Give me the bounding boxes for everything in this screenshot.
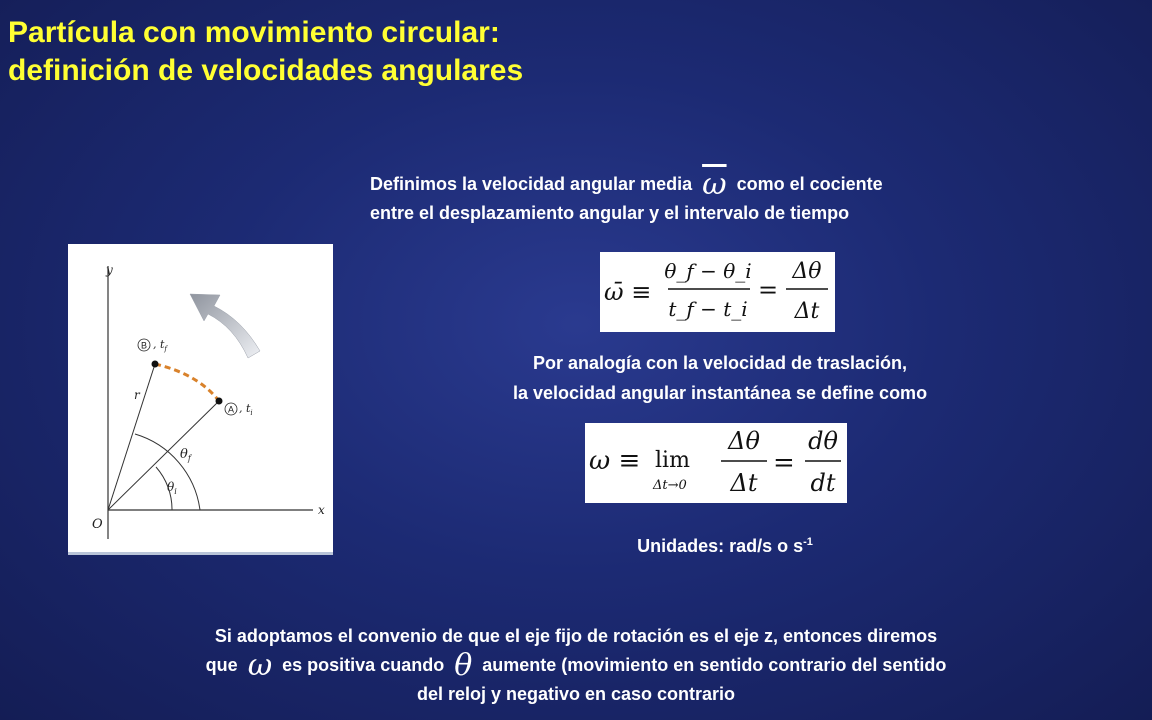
point-a-time: , $t_i$	[239, 402, 253, 417]
slide-title	[8, 14, 523, 90]
units-label	[560, 536, 890, 557]
eq2-delta-theta: Δθ	[728, 427, 760, 455]
convention-line-1: Si adoptamos el convenio de que el eje fijo de rotación es el eje z, entonces diremos	[214, 626, 938, 646]
units-text: Unidades: rad/s o s	[637, 536, 804, 556]
x-axis-label: x	[318, 503, 325, 517]
eq1-delta-theta: Δθ	[792, 259, 822, 284]
omega-symbol: ω	[247, 648, 273, 683]
theta-f-arc	[135, 434, 200, 510]
title-line-2: definición de velocidades angulares	[8, 54, 524, 87]
convention-part-c: aumente (movimiento en sentido contrario del sentido	[482, 655, 947, 675]
particle-path-arc	[155, 364, 219, 401]
units-exponent: -1	[803, 536, 813, 548]
rotation-direction-arrow	[190, 294, 260, 358]
radius-label: r	[134, 388, 140, 402]
theta-symbol: θ	[454, 648, 473, 683]
analogy-line-1: Por analogía con la velocidad de traslación,	[532, 353, 908, 373]
analogy-line-2: la velocidad angular instantánea se define como	[512, 383, 928, 403]
eq2-lhs: ω ≡	[589, 446, 641, 476]
radius-line-b	[108, 364, 155, 510]
convention-line-3: del reloj y negativo en caso contrario	[416, 684, 736, 704]
mean-angular-velocity-equation	[600, 252, 835, 332]
analogy-text	[380, 348, 1060, 408]
eq1-delta-t: Δt	[794, 299, 820, 324]
y-axis-label: y	[106, 263, 113, 277]
theta-i-label: $\theta_i$	[167, 480, 177, 496]
theta-f-label: $\theta_f$	[180, 447, 191, 463]
point-a-dot	[216, 398, 223, 405]
eq2-d-theta: dθ	[808, 427, 838, 455]
eq2-lim-sub: Δt→0	[653, 478, 687, 493]
circular-motion-diagram	[68, 244, 333, 555]
convention-line-2	[40, 648, 1112, 683]
intro-text-part1: Definimos la velocidad angular media	[370, 174, 693, 194]
intro-text-line2: entre el desplazamiento angular y el intervalo de tiempo	[370, 203, 850, 223]
eq1-lhs: ω̄ ≡	[604, 278, 652, 306]
eq1-equals: =	[758, 276, 779, 304]
omega-mean-symbol: $\overline{\omega}$	[702, 167, 727, 202]
point-b-dot	[152, 361, 159, 368]
radius-line-a	[108, 401, 219, 510]
intro-text-part2: como el cociente	[736, 174, 883, 194]
eq1-numerator: θ_f − θ_i	[664, 259, 752, 283]
title-line-1: Partícula con movimiento circular:	[8, 16, 500, 49]
origin-label: O	[92, 517, 103, 532]
eq2-equals: =	[773, 448, 795, 478]
eq2-delta-t: Δt	[730, 469, 758, 497]
instantaneous-angular-velocity-equation	[585, 423, 847, 503]
convention-part-b: es positiva cuando	[282, 655, 445, 675]
point-b-time: , $t_f$	[153, 338, 168, 353]
point-b-label: B	[140, 340, 148, 351]
eq2-dt: dt	[810, 469, 836, 497]
sign-convention-text	[40, 622, 1112, 709]
mean-velocity-definition	[370, 167, 1070, 228]
eq2-lim: lim	[655, 448, 690, 473]
eq1-denominator: t_f − t_i	[668, 297, 748, 321]
point-a-label: A	[227, 404, 235, 415]
convention-part-a: que	[205, 655, 238, 675]
